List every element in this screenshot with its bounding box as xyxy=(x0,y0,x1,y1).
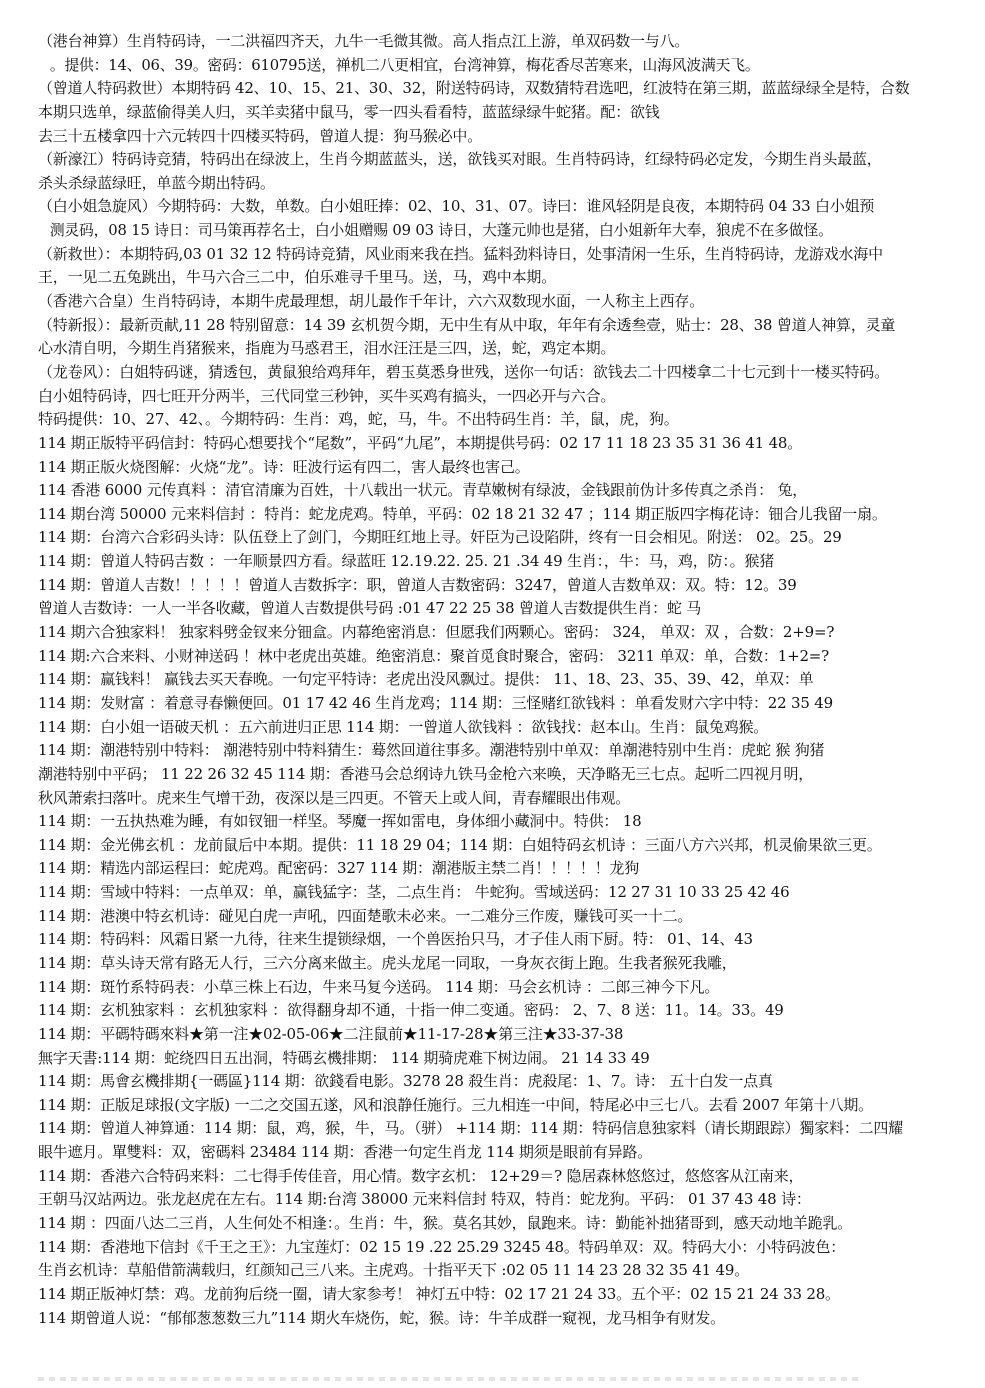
text-line: 114 期：港澳中特玄机诗：碰见白虎一声吼，四面楚歌未必来。一二难分三作废，赚钱可买一十二。 xyxy=(38,906,693,925)
text-line: 114 期正版神灯禁：鸡。龙前狗后绕一圈，请大家参考！ 神灯五中特：02 17 21 24 33。五个平：02 15 21 24 33 28。 xyxy=(38,1284,840,1303)
document-text-body xyxy=(38,30,978,1330)
text-line: 114 期六合独家料！ 独家料劈金钗来分钿盒。内幕绝密消息：但愿我们两颗心。密码： 324， 单双：双 ，合数：2+9=? xyxy=(38,623,835,642)
text-line: 114 期：白小姐一语破天机 ：五六前进归正思 114 期：一曾道人欲钱料 ：欲钱找：赵本山。生肖：鼠兔鸡猴。 xyxy=(38,717,769,736)
text-line: 114 期：雪域中特料：一点单双：单，赢钱猛字：茎，二点生肖： 牛蛇狗。雪域送码：12 27 31 10 33 25 42 46 xyxy=(38,883,790,902)
text-line: 杀头杀绿蓝绿旺，单蓝今期出特码。 xyxy=(38,173,275,192)
text-line: 114 期 ：四面八达二三肖，人生何处不相逢：。生肖：牛，猴。莫名其妙，鼠跑来。诗：勤能补拙猪哥到，感天动地羊跪乳。 xyxy=(38,1214,853,1233)
text-line: 114 期台湾 50000 元来料信封 ：特肖：蛇龙虎鸡。特单，平码：02 18 21 32 47 ；114 期正版四字梅花诗：钿合儿我留一扇。 xyxy=(38,504,887,523)
text-line: 114 期：曾道人吉数！！！！！曾道人吉数拆字：职，曾道人吉数密码：3247，曾道人吉数单双：双。特：12。39 xyxy=(38,575,797,594)
text-line: 114 期：曾道人特码吉数 ：一年顺景四方看。绿蓝旺 12.19.22. 25. 21 .34 49 生肖：，牛：马，鸡，防：。猴猪 xyxy=(38,552,775,571)
text-line: 無字天書:114 期：蛇绕四日五出洞，特碼玄機排期： 114 期骑虎难下树边闹。 21 14 33 49 xyxy=(38,1048,650,1067)
text-line: 特码提供：10、27、42、。今期特码：生肖：鸡，蛇，马，牛。不出特码生肖：羊，鼠，虎，狗。 xyxy=(38,410,679,429)
text-line: 测灵码，08 15 诗日：司马策再荐名士，白小姐赠赐 09 03 诗日，大蓬元帅也是猪，白小姐新年大奉，狼虎不在多做怪。 xyxy=(49,221,833,240)
text-line: （香港六合皇）生肖特码诗，本期牛虎最理想，胡儿最作千年计，六六双数现水面，一人称主上西存。 xyxy=(38,292,705,311)
text-line: 114 期：潮港特别中特料： 潮港特别中特料猜生：蓦然回道往事多。潮港特别中单双：单潮港特别中生肖：虎蛇 猴 狗猪 xyxy=(38,741,825,760)
text-line: 114 期曾道人说：“郁郁葱葱数三九”114 期火车烧伤，蛇，猴。诗：牛羊成群一窥视，龙马相争有财发。 xyxy=(38,1308,725,1327)
text-line: 生肖玄机诗：草船借箭满载归，红颜知己三八来。主虎鸡。十指平天下 :02 05 11 14 23 28 32 35 41 49。 xyxy=(38,1261,750,1280)
text-line: 。提供：14、06、39。密码：610795送，禅机二八更相宜，台湾神算，梅花香尽苦寒来，山海风波满天飞。 xyxy=(49,55,760,74)
text-line: 114 期：特码料：风霜日紧一九待，往来生提锁绿烟，一个兽医抬只马，才子佳人雨下厨。特： 01、14、43 xyxy=(38,930,753,949)
text-line: 114 期：赢钱料！ 赢钱去买天春晚。一句定平特诗：老虎出没风飘过。提供： 11、18、23、35、39、42，单双：单 xyxy=(38,670,814,689)
text-line: 114 期：金光佛玄机 ：龙前鼠后中本期。提供：11 18 29 04；114 期：白姐特码玄机诗 ：三面八方六兴邦，机灵偷果欲三更。 xyxy=(38,835,882,854)
text-line: 王，一见二五兔跳出，牛马六合三二中，伯乐难寻千里马。送，马，鸡中本期。 xyxy=(38,268,557,287)
text-line: （特新报）：最新贡献,11 28 特别留意：14 39 玄机贺今期，无中生有从中取，年年有余透叁壹，贴士：28、38 曾道人神算，灵童 xyxy=(38,315,896,334)
text-line: 114 期：草头诗天常有路无人行，三六分离来做主。虎头龙尾一同取，一身灰衣街上跑。生我者猴死我雕， xyxy=(38,953,737,972)
text-line: 114 期正版特平码信封：特码心想要找个“尾数”，平码“九尾”，本期提供号码：02 17 11 18 23 35 31 36 41 48。 xyxy=(38,433,803,452)
text-line: （龙卷风）：白姐特码谜，猜透包，黄鼠狼给鸡拜年，碧玉莫悉身世残，送你一句话：欲钱去二十四楼拿二十七元到十一楼买特码。 xyxy=(38,362,889,381)
text-line: 去三十五楼拿四十六元转四十四楼买特码，曾道人提：狗马猴必中。 xyxy=(38,126,483,145)
text-line: 114 期：馬會玄機排期{一碼區}114 期：欲錢看电影。3278 28 殺生肖：虎殺尾：1、7。诗： 五十白发一点真 xyxy=(38,1072,773,1091)
faint-cutoff-line xyxy=(38,1377,858,1381)
text-line: 眼牛遮月。單雙料：双，密碼料 23484 114 期：香港一句定生肖龙 114 期须是眼前有异路。 xyxy=(38,1143,653,1162)
text-line: （新濠江）特码诗竞猜，特码出在绿波上，生肖今期蓝蓝头，送，欲钱买对眼。生肖特码诗，红绿特码必定发，今期生肖头最蓝， xyxy=(38,150,882,169)
text-line: 114 期：斑竹系特码表：小草三株上石边，牛来马复今送码。 114 期：马会玄机诗 ：二郎三神今下凡。 xyxy=(38,977,720,996)
text-line: 王朝马汉站两边。张龙赵虎在左右。114 期:台湾 38000 元来料信封 特双，特肖：蛇龙狗。平码： 01 37 43 48 诗： xyxy=(38,1190,811,1209)
text-line: 秋风萧索扫落叶。虎来生气增干劲，夜深以是三四更。不管天上或人间，青春耀眼出伟观。 xyxy=(38,788,631,807)
text-line: 114 香港 6000 元传真料 ：清官清廉为百姓，十八载出一状元。青草嫩树有绿波，金钱跟前伪计多传真之杀肖： 兔， xyxy=(38,481,808,500)
text-line: 白小姐特码诗，四七旺开分两半，三代同堂三秒钟，买牛买鸡有搞头，一四必开与六合。 xyxy=(38,386,616,405)
text-line: 114 期：精选内部运程曰：蛇虎鸡。配密码：327 114 期：潮港版主禁二肖！！！！！龙狗 xyxy=(38,859,639,878)
text-line: （新救世）：本期特码,03 01 32 12 特码诗竞猜，风业雨来我在挡。猛料劲料诗日，处事清闲一生乐，生肖特码诗，龙游戏水海中 xyxy=(38,244,883,263)
text-line: 114 期：发财富 ：着意寻春懒便回。01 17 42 46 生肖龙鸡；114 期：三怪赌红欲钱料 ：单看发财六字中特：22 35 49 xyxy=(38,693,833,712)
text-line: （曾道人特码救世）本期特码 42、10、15、21、30、32，附送特码诗，双数猜特君选吧，红波特在第三期，蓝蓝绿绿全是特，合数 xyxy=(38,79,910,98)
text-line: 114 期：一五执热难为睡，有如钗钿一样坚。琴魔一挥如雷电，身体细小藏洞中。特供： 18 xyxy=(38,812,642,831)
text-line: 114 期：台湾六合彩码头诗：队伍登上了剑门，今期旺红地上寻。奸臣为己设陷阱，终有一日会相见。附送： 02。25。29 xyxy=(38,528,842,547)
text-line: 114 期正版火烧图解：火烧“龙”。诗：旺波行运有四二，害人最终也害己。 xyxy=(38,457,530,476)
text-line: 曾道人吉数诗：一人一半各收藏，曾道人吉数提供号码 :01 47 22 25 38 曾道人吉数提供生肖：蛇 马 xyxy=(38,599,702,618)
text-line: 114 期：香港六合特码来料：二七得手传佳音，用心情。数字玄机： 12+29＝? 隐居森林悠悠过，悠悠客从江南来， xyxy=(38,1166,804,1185)
text-line: 本期只选单，绿蓝偷得美人归，买羊卖猪中鼠马，零一四头看看特，蓝蓝绿绿牛蛇猪。配：欲钱 xyxy=(38,102,660,121)
text-line: 114 期：香港地下信封《千王之王》：九宝莲灯：02 15 19 .22 25.29 3245 48。特码单双：双。特码大小：小特码波色： xyxy=(38,1237,846,1256)
text-line: 114 期：玄机独家料 ：玄机独家料 ：欲得翻身却不通，十指一伸二变通。密码： 2、7、8 送：11。14。33。49 xyxy=(38,1001,784,1020)
text-line: （白小姐急旋风）今期特码：大数，单数。白小姐旺捧：02、10、31、07。诗曰：谁风轻阴是良夜，本期特码 04 33 白小姐预 xyxy=(38,197,875,216)
text-line: 心水清自明，今期生肖猪猴来，指鹿为马惑君王，泪水汪汪是三四，送，蛇，鸡定本期。 xyxy=(38,339,616,358)
text-line: （港台神算）生肖特码诗，一二洪福四齐天，九牛一毛微其微。高人指点江上游，单双码数一与八。 xyxy=(38,32,690,50)
text-line: 114 期：正版足球报(文字版) 一二之交国五遂，风和浪静任施行。三九相连一中间，特尾必中三七八。去看 2007 年第十八期。 xyxy=(38,1095,873,1114)
text-line: 114 期:六合来料、小财神送码 ！林中老虎出英雄。绝密消息：聚首觅食时聚合，密码： 3211 单双：单，合数：1+2=? xyxy=(38,646,830,665)
text-line: 114 期：平碼特碼來料★第一注★02-05-06★二注鼠前★11-17-28★第三注★33-37-38 xyxy=(38,1024,624,1043)
text-line: 潮港特别中平码； 11 22 26 32 45 114 期：香港马会总纲诗九铁马金枪六来唤，天净略无三七点。起听二四视月明， xyxy=(38,764,814,783)
text-line: 114 期：曾道人神算通：114 期：鼠，鸡，猴，牛，马。（骈） +114 期：114 期：特码信息独家料（请长期跟踪）獨家料：二四耀 xyxy=(38,1119,904,1138)
